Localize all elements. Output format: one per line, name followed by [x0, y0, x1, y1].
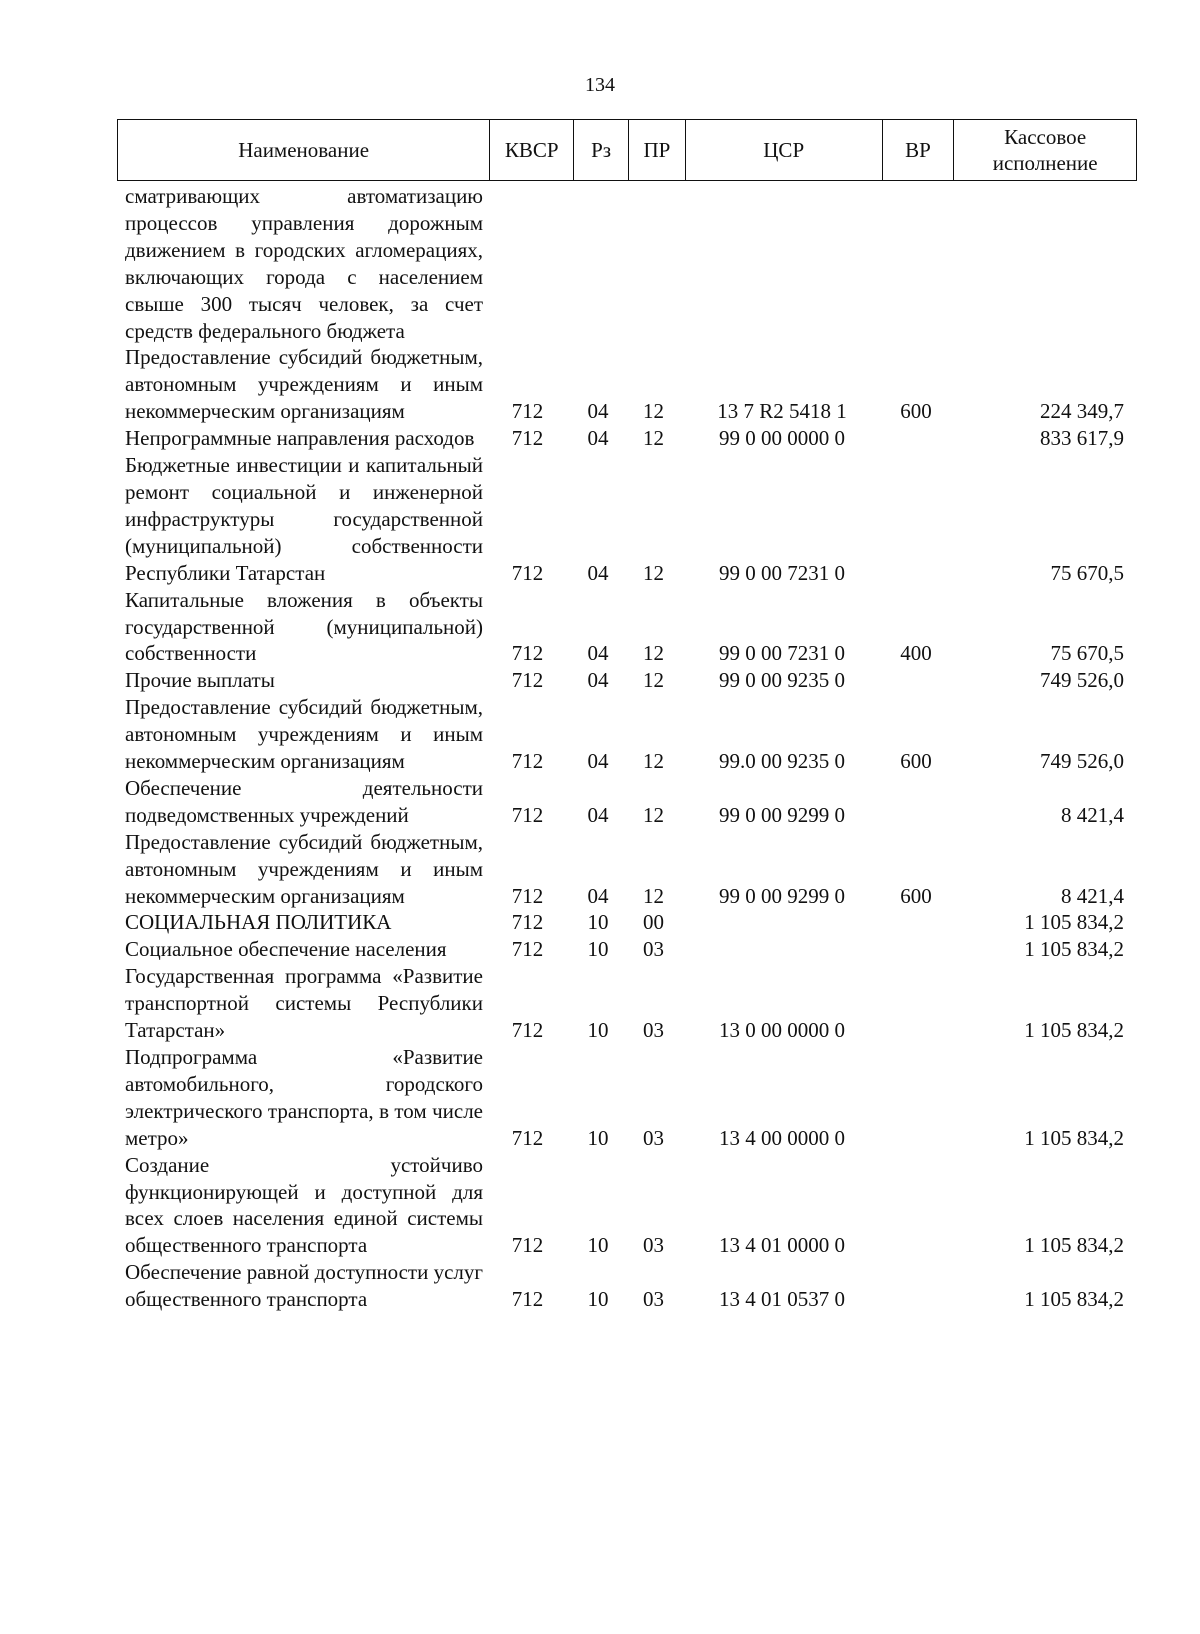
- row-kvsr: 712: [511, 1125, 544, 1150]
- table-row: [117, 775, 1137, 829]
- row-name: сматривающих автоматизацию процессов управления дорожным движением в городских агломерациях, включающих города с населением свыше 300 тысяч человек, за счет средств федерального бюджета: [125, 184, 483, 343]
- row-rz: 10: [587, 1125, 609, 1150]
- row-amount: 749 526,0: [1040, 749, 1124, 774]
- header-kvsr: КВСР: [490, 120, 574, 180]
- row-amount: 75 670,5: [1050, 560, 1124, 585]
- row-rz: 10: [587, 910, 609, 935]
- row-pr: 12: [643, 560, 664, 585]
- row-kvsr: 712: [511, 749, 544, 774]
- row-pr: 03: [643, 1018, 664, 1043]
- header-kas-line1: Кассовое: [1004, 125, 1087, 149]
- row-amount: 8 421,4: [1061, 883, 1124, 908]
- page-number: 134: [585, 74, 615, 96]
- table-row: [117, 452, 1137, 587]
- table-row: [117, 425, 1137, 452]
- row-vr: 600: [900, 883, 932, 908]
- table-row: [117, 1152, 1137, 1260]
- row-pr: 12: [643, 668, 664, 693]
- row-rz: 10: [587, 1233, 609, 1258]
- row-pr: 03: [643, 1233, 664, 1258]
- row-csr: 99 0 00 9299 0: [719, 802, 845, 827]
- row-kvsr: 712: [511, 399, 544, 424]
- row-amount: 1 105 834,2: [1024, 1233, 1124, 1258]
- header-kas-line2: исполнение: [992, 151, 1098, 175]
- row-rz: 10: [587, 1018, 609, 1043]
- table-row: [117, 587, 1137, 668]
- row-name: Капитальные вложения в объекты государственной (муниципальной) собственности: [125, 587, 483, 666]
- row-name: Обеспечение деятельности подведомственных учреждений: [125, 775, 483, 827]
- row-csr: 13 0 00 0000 0: [719, 1018, 845, 1043]
- table-row: [117, 667, 1137, 694]
- row-kvsr: 712: [511, 641, 544, 666]
- table-header: [117, 119, 1137, 181]
- row-vr: 600: [900, 749, 932, 774]
- table-row: [117, 829, 1137, 910]
- row-csr: 99 0 00 9235 0: [719, 668, 845, 693]
- table-row: [117, 183, 1137, 344]
- row-kvsr: 712: [511, 668, 544, 693]
- row-amount: 8 421,4: [1061, 802, 1124, 827]
- row-csr: 13 4 01 0537 0: [719, 1287, 845, 1312]
- row-csr: 99.0 00 9235 0: [719, 749, 845, 774]
- row-pr: 12: [643, 399, 664, 424]
- row-pr: 12: [643, 749, 664, 774]
- row-name: Прочие выплаты: [125, 668, 275, 693]
- row-name: Создание устойчиво функционирующей и доступной для всех слоев населения единой системы общественного транспорта: [125, 1152, 483, 1258]
- row-rz: 10: [587, 1287, 609, 1312]
- table-row: [117, 694, 1137, 775]
- header-kassovoe-ispolnenie: [954, 120, 1136, 180]
- row-name: Непрограммные направления расходов: [125, 426, 475, 451]
- row-rz: 04: [587, 668, 609, 693]
- row-pr: 03: [643, 1287, 664, 1312]
- table-row: [117, 909, 1137, 936]
- header-vr: ВР: [883, 120, 955, 180]
- row-name: Подпрограмма «Развитие автомобильного, городского электрического транспорта, в том числе метро»: [125, 1045, 483, 1150]
- header-name: Наименование: [118, 120, 490, 180]
- table-body: [117, 183, 1137, 1313]
- row-csr: 13 7 R2 5418 1: [717, 399, 847, 424]
- row-pr: 12: [643, 802, 664, 827]
- row-amount: 1 105 834,2: [1024, 937, 1124, 962]
- row-kvsr: 712: [511, 560, 544, 585]
- row-rz: 04: [587, 749, 609, 774]
- row-pr: 03: [643, 937, 664, 962]
- row-amount: 1 105 834,2: [1024, 1287, 1124, 1312]
- row-csr: 13 4 01 0000 0: [719, 1233, 845, 1258]
- header-pr: ПР: [629, 120, 686, 180]
- row-rz: 04: [587, 560, 609, 585]
- row-name: Государственная программа «Развитие транспортной системы Республики Татарстан»: [125, 964, 483, 1043]
- row-rz: 04: [587, 399, 609, 424]
- row-name: Обеспечение равной доступности услуг общественного транспорта: [125, 1260, 483, 1312]
- row-csr: 99 0 00 7231 0: [719, 641, 845, 666]
- row-name: Предоставление субсидий бюджетным, автономным учреждениям и иным некоммерческим организациям: [125, 345, 483, 424]
- row-pr: 12: [643, 641, 664, 666]
- table-row: [117, 963, 1137, 1044]
- row-pr: 12: [643, 426, 664, 451]
- row-kvsr: 712: [511, 1233, 544, 1258]
- row-csr: 99 0 00 7231 0: [719, 560, 845, 585]
- row-vr: 600: [900, 399, 932, 424]
- row-rz: 10: [587, 937, 609, 962]
- row-csr: 13 4 00 0000 0: [719, 1125, 845, 1150]
- row-amount: 1 105 834,2: [1024, 1018, 1124, 1043]
- row-name: Бюджетные инвестиции и капитальный ремонт социальной и инженерной инфраструктуры государственной (муниципальной) собственности Республики Татарстан: [125, 453, 483, 585]
- row-rz: 04: [587, 641, 609, 666]
- row-kvsr: 712: [511, 883, 544, 908]
- row-name: Предоставление субсидий бюджетным, автономным учреждениям и иным некоммерческим организациям: [125, 695, 483, 774]
- row-rz: 04: [587, 802, 609, 827]
- table-row: [117, 1259, 1137, 1313]
- header-csr: ЦСР: [686, 120, 883, 180]
- row-csr: 99 0 00 9299 0: [719, 883, 845, 908]
- row-name: СОЦИАЛЬНАЯ ПОЛИТИКА: [125, 910, 392, 935]
- row-vr: 400: [900, 641, 932, 666]
- row-amount: 749 526,0: [1040, 668, 1124, 693]
- table-row: [117, 344, 1137, 425]
- row-kvsr: 712: [511, 1287, 544, 1312]
- row-amount: 224 349,7: [1040, 399, 1124, 424]
- row-pr: 00: [643, 910, 664, 935]
- row-pr: 12: [643, 883, 664, 908]
- row-kvsr: 712: [511, 802, 544, 827]
- row-kvsr: 712: [511, 1018, 544, 1043]
- row-pr: 03: [643, 1125, 664, 1150]
- row-amount: 1 105 834,2: [1024, 910, 1124, 935]
- row-rz: 04: [587, 426, 609, 451]
- row-rz: 04: [587, 883, 609, 908]
- row-csr: 99 0 00 0000 0: [719, 426, 845, 451]
- row-amount: 1 105 834,2: [1024, 1125, 1124, 1150]
- row-name: Социальное обеспечение населения: [125, 937, 447, 962]
- row-kvsr: 712: [511, 937, 544, 962]
- table-row: [117, 936, 1137, 963]
- row-name: Предоставление субсидий бюджетным, автономным учреждениям и иным некоммерческим организациям: [125, 829, 483, 908]
- row-amount: 75 670,5: [1050, 641, 1124, 666]
- row-kvsr: 712: [511, 910, 544, 935]
- header-rz: Рз: [574, 120, 629, 180]
- table-row: [117, 1044, 1137, 1152]
- row-amount: 833 617,9: [1040, 426, 1124, 451]
- row-kvsr: 712: [511, 426, 544, 451]
